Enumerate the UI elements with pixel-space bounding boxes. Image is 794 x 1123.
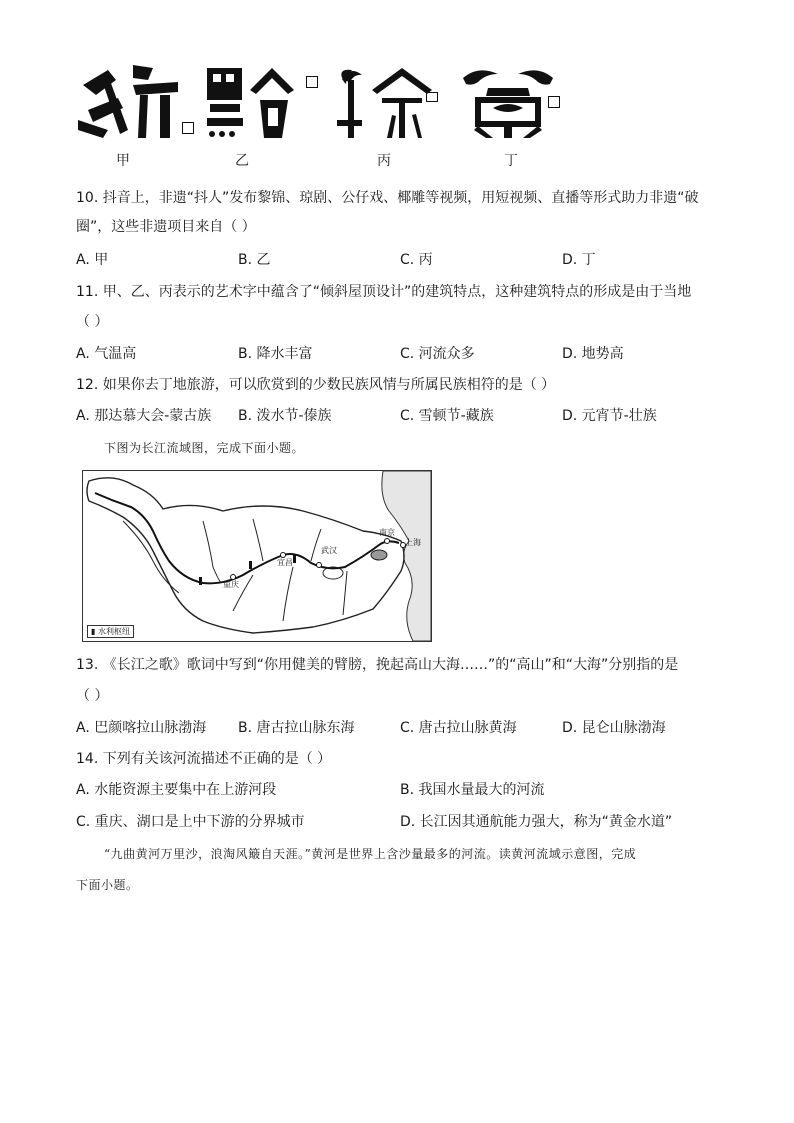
question-10-line2: 圈”，这些非遗项目来自（ ） <box>76 219 256 235</box>
question-12-option-c[interactable]: C. 雪顿节-藏族 <box>400 408 494 424</box>
art-character-ding <box>458 60 558 140</box>
seal-stamp-icon <box>182 122 194 134</box>
art-character-jia <box>78 60 188 140</box>
question-13-option-b[interactable]: B. 唐古拉山脉东海 <box>238 720 355 736</box>
seal-stamp-icon <box>548 96 560 108</box>
question-12-option-a[interactable]: A. 那达慕大会-蒙古族 <box>76 408 212 424</box>
city-label-wuhan: 武汉 <box>321 546 337 555</box>
seal-stamp-icon <box>306 76 318 88</box>
art-label-yi: 乙 <box>235 153 249 169</box>
question-14-option-c[interactable]: C. 重庆、湖口是上中下游的分界城市 <box>76 814 305 830</box>
question-11-option-d[interactable]: D. 地势高 <box>562 346 624 362</box>
art-label-jia: 甲 <box>116 153 130 169</box>
art-label-bing: 丙 <box>377 153 391 169</box>
question-13-line1: 13. 《长江之歌》歌词中写到“你用健美的臂膀，挽起高山大海……”的“高山”和“大海”分别指的是 <box>76 657 679 673</box>
question-13-option-c[interactable]: C. 唐古拉山脉黄海 <box>400 720 517 736</box>
question-12-option-d[interactable]: D. 元宵节-壮族 <box>562 408 657 424</box>
question-11-option-b[interactable]: B. 降水丰富 <box>238 346 313 362</box>
city-label-nanjing: 南京 <box>379 528 395 537</box>
yangtze-basin-map <box>82 470 432 642</box>
question-10-line1: 10. 抖音上，非遗“抖人”发布黎锦、琼剧、公仔戏、椰雕等视频，用短视频、直播等形式助力非遗“破 <box>76 190 699 206</box>
yellow-river-intro-line2: 下面小题。 <box>76 878 139 892</box>
question-13-option-a[interactable]: A. 巴颜喀拉山脉渤海 <box>76 720 207 736</box>
question-10-option-b[interactable]: B. 乙 <box>238 252 271 268</box>
question-11-option-a[interactable]: A. 气温高 <box>76 346 137 362</box>
map-intro-text: 下图为长江流域图，完成下面小题。 <box>104 441 305 455</box>
question-13-option-d[interactable]: D. 昆仑山脉渤海 <box>562 720 666 736</box>
question-10-option-a[interactable]: A. 甲 <box>76 252 109 268</box>
city-label-shanghai: 上海 <box>405 538 421 547</box>
map-legend: ▮ 水利枢纽 <box>87 625 134 638</box>
yangtze-map-drawing <box>83 471 431 641</box>
city-label-yichang: 宜昌 <box>277 558 293 567</box>
question-14-option-a[interactable]: A. 水能资源主要集中在上游河段 <box>76 782 277 798</box>
art-label-ding: 丁 <box>504 153 518 169</box>
question-11-line2: （ ） <box>76 314 109 330</box>
question-10-option-c[interactable]: C. 丙 <box>400 252 433 268</box>
province-art-characters <box>70 60 570 160</box>
question-10-option-d[interactable]: D. 丁 <box>562 252 596 268</box>
yellow-river-intro-line1: “九曲黄河万里沙，浪淘风簸自天涯。”黄河是世界上含沙量最多的河流。读黄河流域示意图，完成 <box>104 847 637 861</box>
question-12-line1: 12. 如果你去丁地旅游，可以欣赏到的少数民族风情与所属民族相符的是（ ） <box>76 377 556 393</box>
city-label-chongqing: 重庆 <box>223 580 239 589</box>
question-11-line1: 11. 甲、乙、丙表示的艺术字中蕴含了“倾斜屋顶设计”的建筑特点，这种建筑特点的形成是由于当地 <box>76 284 692 300</box>
question-11-option-c[interactable]: C. 河流众多 <box>400 346 475 362</box>
question-14-option-d[interactable]: D. 长江因其通航能力强大，称为“黄金水道” <box>400 814 673 830</box>
question-13-line2: （ ） <box>76 688 109 704</box>
question-14-option-b[interactable]: B. 我国水量最大的河流 <box>400 782 545 798</box>
art-character-yi <box>202 60 297 140</box>
question-14-line1: 14. 下列有关该河流描述不正确的是（ ） <box>76 751 332 767</box>
question-12-option-b[interactable]: B. 泼水节-傣族 <box>238 408 332 424</box>
seal-stamp-icon <box>426 92 438 102</box>
